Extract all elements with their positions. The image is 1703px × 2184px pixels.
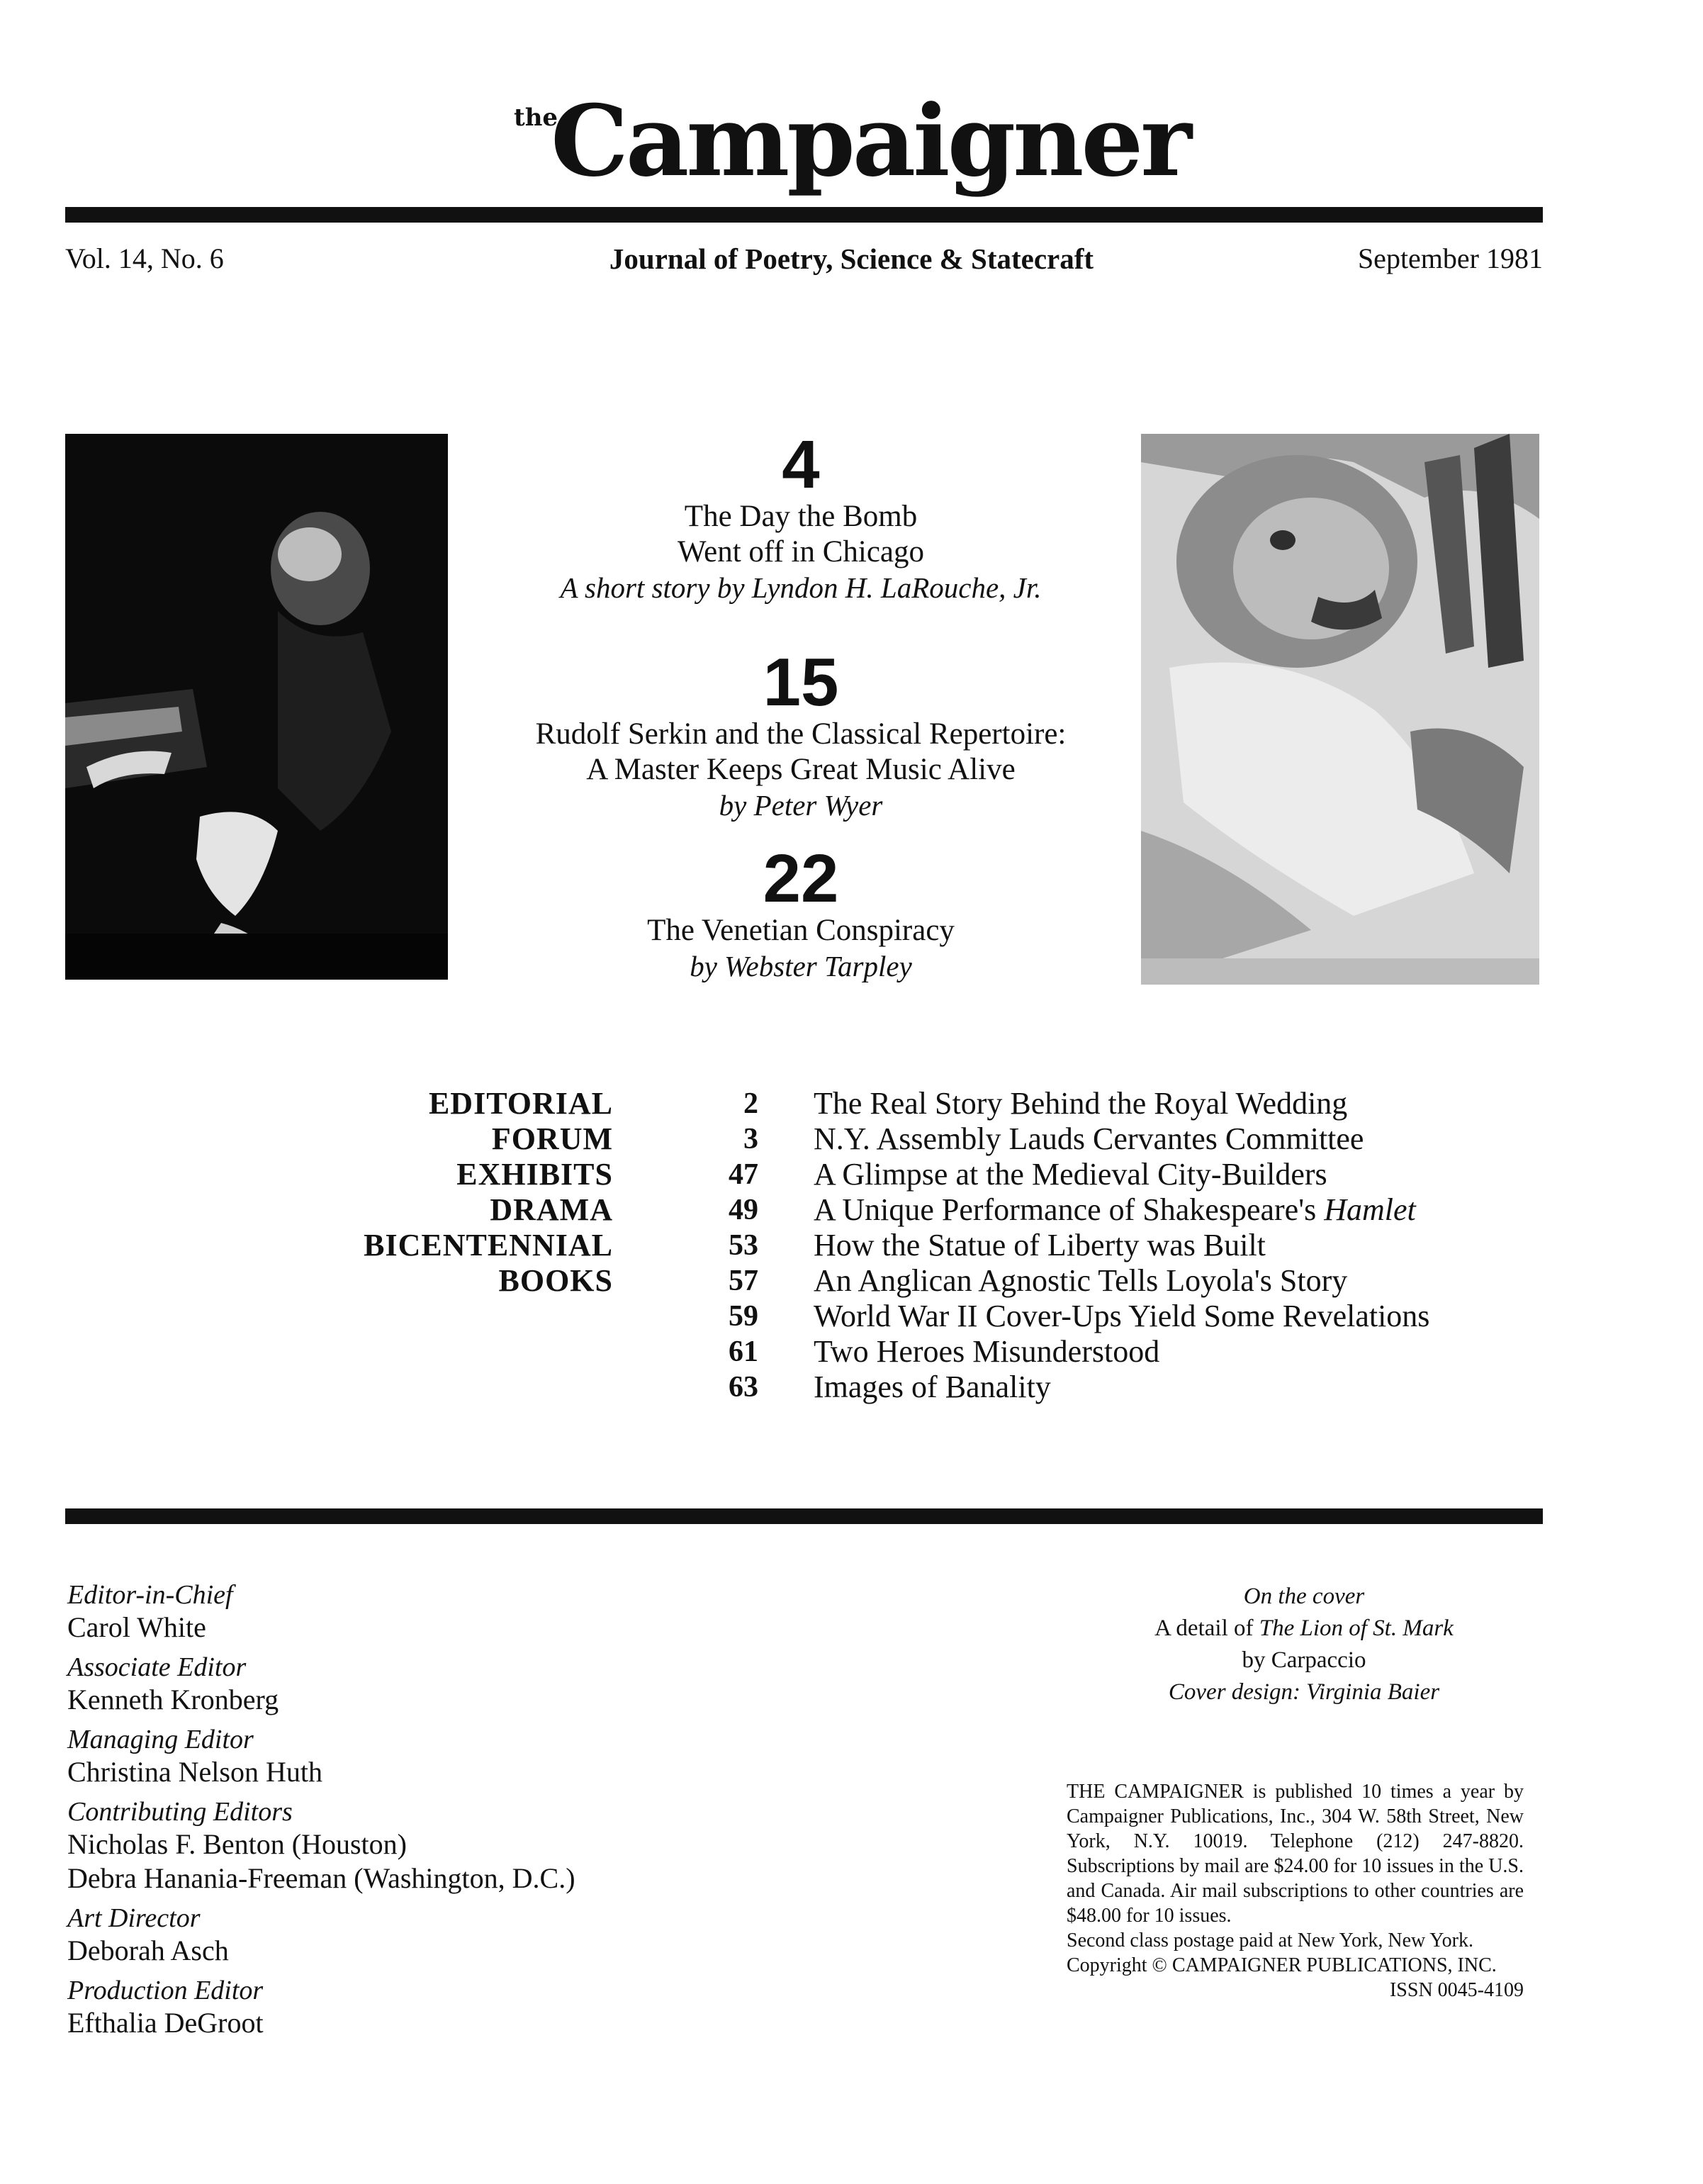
contents-entry-italic-title: Hamlet	[1324, 1192, 1416, 1227]
featured-page-number: 4	[782, 427, 820, 503]
contents-page: 59	[729, 1300, 758, 1333]
staff-role: Production Editor	[67, 1976, 264, 2005]
staff-role: Editor-in-Chief	[67, 1580, 233, 1610]
issn-row	[1067, 1978, 1524, 2003]
featured-page-number: 22	[763, 841, 839, 917]
featured-title-line: The Day the Bomb	[684, 500, 918, 533]
volume-number: Vol. 14, No. 6	[65, 242, 224, 274]
featured-byline: by Peter Wyer	[719, 789, 883, 822]
contents-page: 53	[729, 1229, 758, 1262]
publication-info	[1067, 1779, 1524, 2003]
postage-statement: Second class postage paid at New York, New York.	[1067, 1930, 1473, 1951]
contents-entry[interactable]: The Real Story Behind the Royal Wedding	[814, 1086, 1348, 1121]
featured-title-line: A Master Keeps Great Music Alive	[586, 753, 1016, 786]
pianist-photo	[65, 434, 448, 980]
featured-title-line: The Venetian Conspiracy	[647, 914, 955, 947]
staff-entry	[67, 1975, 705, 2040]
contents-page: 49	[729, 1194, 758, 1226]
contents-entry[interactable]: An Anglican Agnostic Tells Loyola's Story	[814, 1263, 1348, 1298]
lion-of-st-mark-image	[1141, 434, 1539, 985]
cover-credit-prefix: A detail of	[1154, 1615, 1254, 1641]
contents-entry-title: A Unique Performance of Shakespeare's	[814, 1192, 1317, 1227]
staff-entry	[67, 1652, 705, 1717]
contents-entry[interactable]	[814, 1192, 1558, 1228]
department-bicentennial: BICENTENNIAL	[364, 1228, 613, 1262]
featured-article-2[interactable]	[489, 644, 1113, 823]
featured-byline: A short story by Lyndon H. LaRouche, Jr.	[560, 571, 1042, 604]
staff-name: Efthalia DeGroot	[67, 2007, 264, 2039]
cover-credit-artist: by Carpaccio	[1242, 1647, 1366, 1673]
cover-credit	[1106, 1581, 1502, 1708]
staff-name: Nicholas F. Benton (Houston)	[67, 1828, 407, 1860]
publication-statement: THE CAMPAIGNER is published 10 times a year by Campaigner Publications, Inc., 304 W. 58th Street, New York, N.Y. 10019. Telephone (212) 247-8820. Subscriptions by mail are $24.00 for 10 issues in the U.S. and Canada. Air mail subscriptions to other countries are $48.00 for 10 issues.	[1067, 1781, 1524, 1927]
staff-role: Associate Editor	[67, 1652, 247, 1682]
staff-name: Debra Hanania-Freeman (Washington, D.C.)	[67, 1862, 575, 1894]
staff-name: Deborah Asch	[67, 1934, 229, 1966]
contents-entry[interactable]: Images of Banality	[814, 1370, 1051, 1404]
staff-role: Art Director	[67, 1903, 201, 1933]
staff-entry	[67, 1796, 705, 1895]
contents-titles	[814, 1086, 1558, 1405]
issn-number: ISSN 0045-4109	[1389, 1979, 1524, 2001]
copyright-notice: Copyright © CAMPAIGNER PUBLICATIONS, INC.	[1067, 1954, 1497, 1976]
department-drama: DRAMA	[490, 1192, 613, 1227]
contents-page: 47	[729, 1158, 758, 1191]
staff-entry	[67, 1579, 705, 1645]
masthead-name: Campaigner	[551, 83, 1189, 198]
department-exhibits: EXHIBITS	[456, 1157, 613, 1192]
contents-entry[interactable]: A Glimpse at the Medieval City-Builders	[814, 1157, 1327, 1192]
department-list	[269, 1086, 613, 1299]
contents-entry[interactable]: How the Statue of Liberty was Built	[814, 1228, 1266, 1262]
featured-article-3[interactable]	[489, 841, 1113, 984]
cover-artwork-title: The Lion of St. Mark	[1259, 1615, 1454, 1641]
contents-entry[interactable]: Two Heroes Misunderstood	[814, 1334, 1160, 1369]
masthead-the: the	[514, 103, 558, 132]
featured-page-number: 15	[763, 644, 839, 720]
cover-credit-detail	[1106, 1613, 1502, 1645]
contents-page: 3	[743, 1123, 758, 1155]
contents-page: 63	[729, 1371, 758, 1404]
contents-page-numbers	[680, 1086, 758, 1405]
journal-subtitle: Journal of Poetry, Science & Statecraft	[609, 242, 1094, 275]
contents-page: 61	[729, 1335, 758, 1368]
department-books: BOOKS	[498, 1263, 613, 1298]
featured-title-line: Went off in Chicago	[677, 535, 925, 569]
contents-page: 2	[743, 1087, 758, 1120]
featured-article-1[interactable]	[489, 427, 1113, 605]
featured-title-line: Rudolf Serkin and the Classical Repertoire:	[535, 717, 1067, 751]
staff-name: Christina Nelson Huth	[67, 1756, 322, 1788]
staff-name: Carol White	[67, 1611, 206, 1643]
staff-role: Managing Editor	[67, 1725, 254, 1754]
contents-entry[interactable]: N.Y. Assembly Lauds Cervantes Committee	[814, 1121, 1364, 1156]
top-divider	[65, 207, 1543, 223]
middle-divider	[65, 1508, 1543, 1524]
cover-design-credit: Cover design: Virginia Baier	[1168, 1679, 1440, 1705]
masthead-logo	[0, 83, 1703, 198]
staff-list	[67, 1579, 705, 2047]
department-forum: FORUM	[491, 1121, 613, 1156]
department-editorial: EDITORIAL	[428, 1086, 613, 1121]
contents-entry[interactable]: World War II Cover-Ups Yield Some Revelations	[814, 1299, 1430, 1333]
cover-credit-heading: On the cover	[1243, 1584, 1365, 1609]
staff-entry	[67, 1903, 705, 1968]
contents-page: 57	[729, 1265, 758, 1297]
issue-date: September 1981	[1357, 242, 1543, 274]
pianist-illustration	[65, 434, 448, 980]
lion-illustration	[1141, 434, 1539, 985]
staff-name: Kenneth Kronberg	[67, 1684, 279, 1715]
staff-entry	[67, 1724, 705, 1789]
featured-byline: by Webster Tarpley	[690, 950, 912, 982]
staff-role: Contributing Editors	[67, 1797, 293, 1827]
